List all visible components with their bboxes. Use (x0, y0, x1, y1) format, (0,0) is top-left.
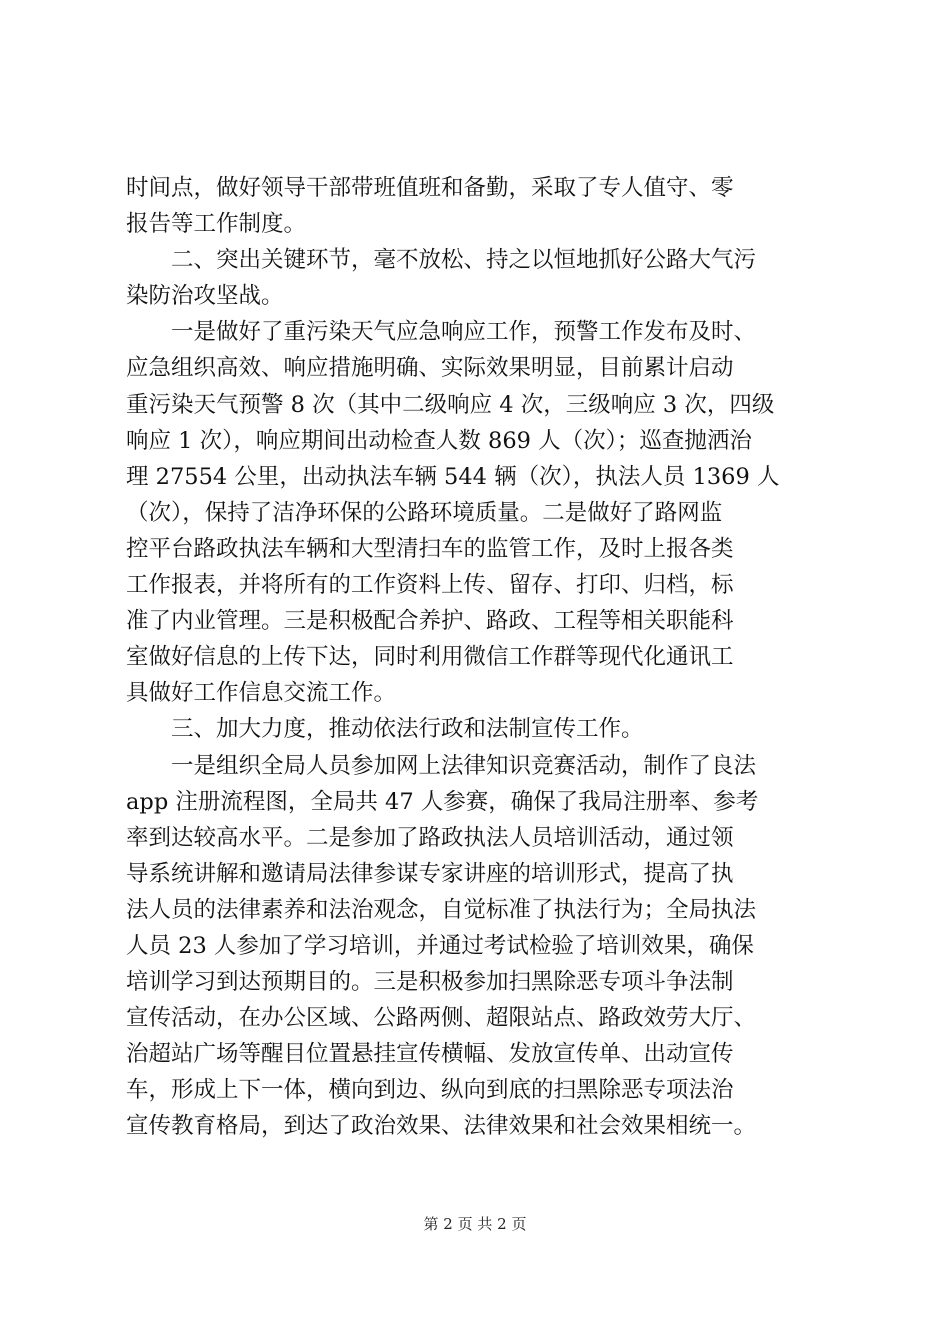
text-line: 控平台路政执法车辆和大型清扫车的监管工作，及时上报各类 (126, 535, 734, 562)
text-line: 车，形成上下一体，横向到边、纵向到底的扫黑除恶专项法治 (126, 1077, 734, 1104)
text-line: 理 27554 公里，出动执法车辆 544 辆（次），执法人员 1369 人 (126, 463, 780, 490)
text-line: 具做好工作信息交流工作。 (126, 680, 397, 707)
section-heading: 三、加大力度，推动依法行政和法制宣传工作。 (126, 716, 644, 743)
text-line: 准了内业管理。三是积极配合养护、路政、工程等相关职能科 (126, 608, 734, 635)
text-line: 室做好信息的上传下达，同时利用微信工作群等现代化通讯工 (126, 644, 734, 671)
text-line: 应急组织高效、响应措施明确、实际效果明显，目前累计启动 (126, 355, 734, 382)
text-line: 报告等工作制度。 (126, 211, 307, 238)
text-line: app 注册流程图，全局共 47 人参赛，确保了我局注册率、参考 (126, 788, 759, 815)
text-line: 人员 23 人参加了学习培训，并通过考试检验了培训效果，确保 (126, 932, 754, 959)
text-line: 一是做好了重污染天气应急响应工作，预警工作发布及时、 (126, 319, 757, 346)
text-line: 法人员的法律素养和法治观念，自觉标准了执法行为；全局执法 (126, 896, 757, 923)
text-line: 率到达较高水平。二是参加了路政执法人员培训活动，通过领 (126, 824, 734, 851)
page-number-label: 第 2 页 共 2 页 (423, 1215, 527, 1233)
text-line: 导系统讲解和邀请局法律参谋专家讲座的培训形式，提高了执 (126, 860, 734, 887)
page-footer (0, 1214, 950, 1234)
section-heading: 二、突出关键环节，毫不放松、持之以恒地抓好公路大气污 (126, 247, 757, 274)
text-line: 宣传教育格局，到达了政治效果、法律效果和社会效果相统一。 (126, 1113, 757, 1140)
text-line: 重污染天气预警 8 次（其中二级响应 4 次，三级响应 3 次，四级 (126, 391, 775, 418)
text-line: 响应 1 次），响应期间出动检查人数 869 人（次）；巡查抛洒治 (126, 427, 752, 454)
text-line: 培训学习到达预期目的。三是积极参加扫黑除恶专项斗争法制 (126, 969, 734, 996)
text-line: 工作报表，并将所有的工作资料上传、留存、打印、归档，标 (126, 572, 734, 599)
text-line: 一是组织全局人员参加网上法律知识竞赛活动，制作了良法 (126, 752, 757, 779)
text-line: 治超站广场等醒目位置悬挂宣传横幅、发放宣传单、出动宣传 (126, 1041, 734, 1068)
text-line: 宣传活动，在办公区域、公路两侧、超限站点、路政效劳大厅、 (126, 1005, 757, 1032)
section-heading: 染防治攻坚战。 (126, 283, 284, 310)
text-line: 时间点，做好领导干部带班值班和备勤，采取了专人值守、零 (126, 175, 734, 201)
text-line: （次），保持了洁净环保的公路环境质量。二是做好了路网监 (126, 499, 723, 526)
body-text (126, 170, 826, 1145)
